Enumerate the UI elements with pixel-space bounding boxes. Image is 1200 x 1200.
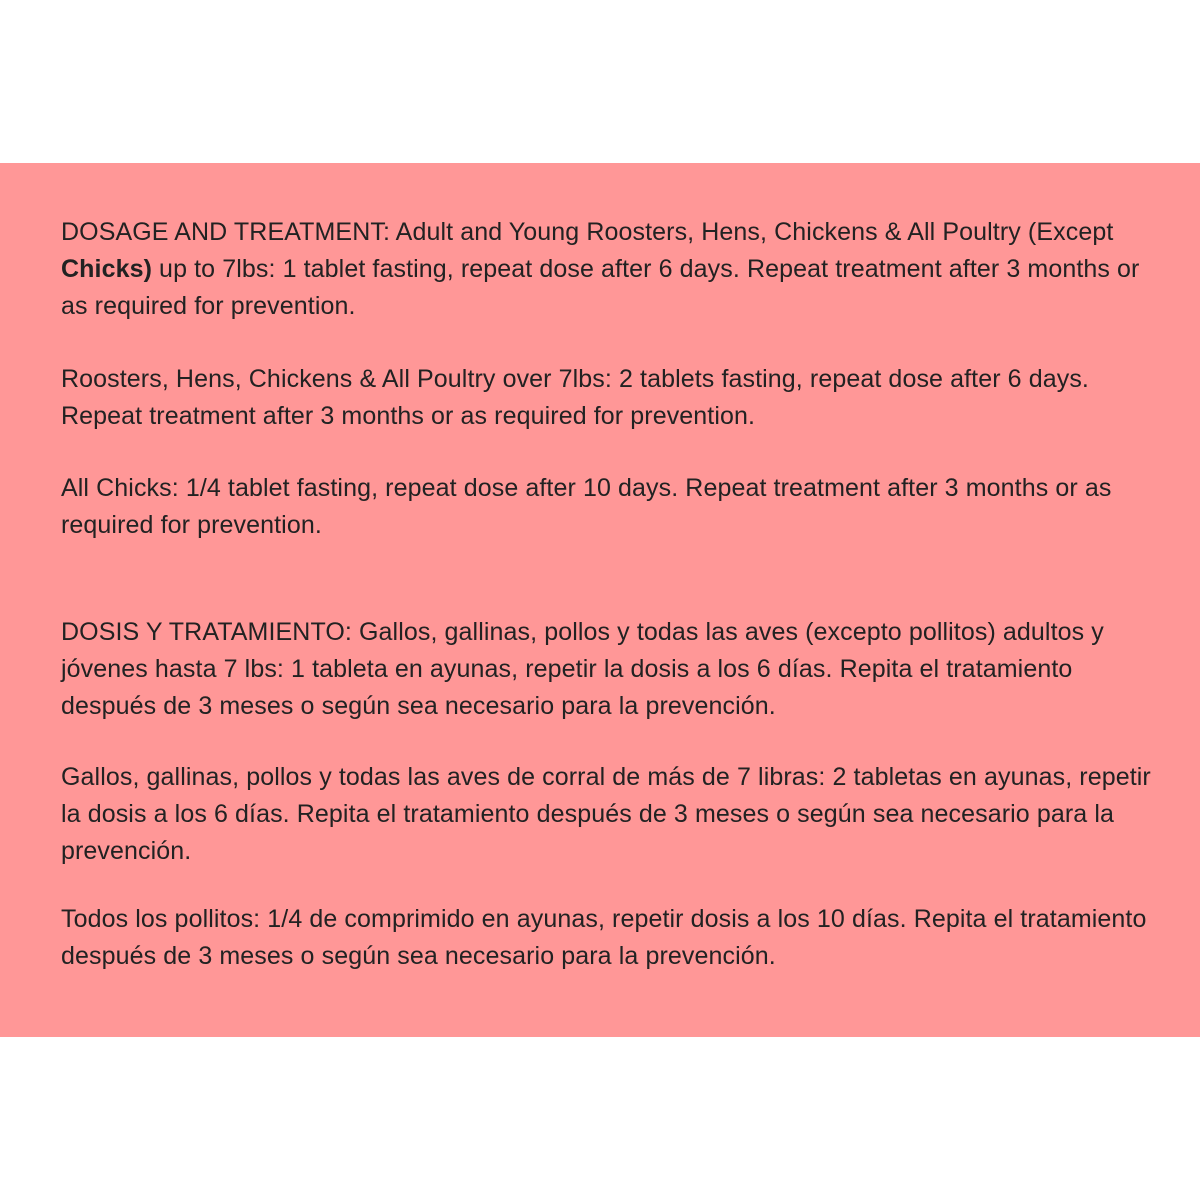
dosage-english-adult-paragraph (61, 214, 1171, 325)
dosage-english-adult-text-start: DOSAGE AND TREATMENT: Adult and Young Roosters, Hens, Chickens & All Poultry (Except (61, 218, 1114, 246)
instructions-panel (0, 163, 1200, 1037)
dosis-spanish-chicks-paragraph: Todos los pollitos: 1/4 de comprimido en ayunas, repetir dosis a los 10 días. Repita el tratamiento después de 3 meses o según sea necesario para la prevención. (61, 905, 1147, 970)
dosage-english-adult-text-end: up to 7lbs: 1 tablet fasting, repeat dose after 6 days. Repeat treatment after 3 months or as required for prevention. (61, 255, 1140, 320)
dosage-english-chicks-paragraph: All Chicks: 1/4 tablet fasting, repeat dose after 10 days. Repeat treatment after 3 months or as required for prevention. (61, 474, 1112, 539)
dosage-english-over-7lbs-paragraph: Roosters, Hens, Chickens & All Poultry over 7lbs: 2 tablets fasting, repeat dose after 6 days. Repeat treatment after 3 months or as required for prevention. (61, 365, 1089, 430)
chicks-emphasis: Chicks) (61, 255, 153, 283)
dosis-spanish-over-7lbs-paragraph: Gallos, gallinas, pollos y todas las aves de corral de más de 7 libras: 2 tabletas en ayunas, repetir la dosis a los 6 días. Repita el tratamiento después de 3 meses o según sea necesario para la prevención. (61, 763, 1151, 865)
dosis-spanish-adult-paragraph: DOSIS Y TRATAMIENTO: Gallos, gallinas, pollos y todas las aves (excepto pollitos) adultos y jóvenes hasta 7 lbs: 1 tableta en ayunas, repetir la dosis a los 6 días. Repita el tratamiento después de 3 meses o según sea necesario para la prevención. (61, 618, 1104, 720)
